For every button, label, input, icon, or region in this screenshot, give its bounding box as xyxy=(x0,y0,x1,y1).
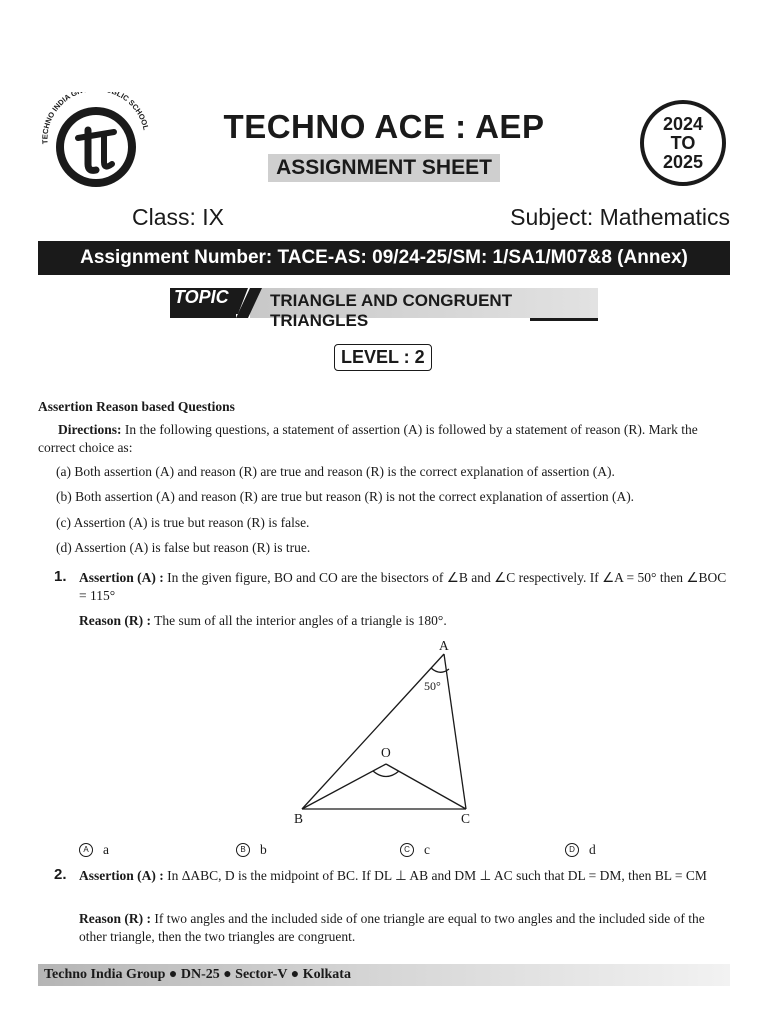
level-badge: LEVEL : 2 xyxy=(334,344,432,371)
question-1-number: 1. xyxy=(54,568,67,585)
assertion-text: In the given figure, BO and CO are the bisectors of ∠B and ∠C respectively. If ∠A = 50° then ∠BOC = 115° xyxy=(79,570,727,603)
assertion-text: In ΔABC, D is the midpoint of BC. If DL ⊥ AB and DM ⊥ AC such that DL = DM, then BL = CM xyxy=(163,868,707,883)
vertex-c-label: C xyxy=(461,811,471,826)
logo-ring-text: TECHNO INDIA G LIC SCHOOL xyxy=(40,92,151,145)
choice-d[interactable] xyxy=(565,842,596,858)
choice-d-text: d xyxy=(589,842,596,857)
assertion-label: Assertion (A) : xyxy=(79,868,164,883)
point-o-label: O xyxy=(381,745,391,760)
choice-b[interactable] xyxy=(236,842,267,858)
angle-a-label: 50° xyxy=(424,679,441,693)
assertion-label: Assertion (A) : xyxy=(79,570,164,585)
assignment-number-bar: Assignment Number: TACE-AS: 09/24-25/SM: 1/SA1/M07&8 (Annex) xyxy=(38,241,730,275)
question-1-assertion xyxy=(79,569,731,605)
directions-text: In the following questions, a statement of assertion (A) is followed by a statement of reason (R). Mark the correct choice as: xyxy=(38,422,698,455)
topic-banner xyxy=(170,286,600,330)
question-1-reason xyxy=(79,612,731,630)
page-footer xyxy=(38,964,730,986)
year-to: TO xyxy=(670,132,696,153)
side-ab xyxy=(302,654,444,809)
subject-label: Subject: Mathematics xyxy=(510,204,730,230)
angle-o-arc xyxy=(373,771,399,777)
reason-label: Reason (R) : xyxy=(79,911,151,926)
option-b: (b) Both assertion (A) and reason (R) are true but reason (R) is not the correct explanation of assertion (A). xyxy=(56,489,635,504)
class-label: Class: IX xyxy=(132,204,225,230)
topic-tag: TOPIC xyxy=(174,287,229,307)
reason-text: If two angles and the included side of one triangle are equal to two angles and the included side of the other triangle, then the two triangles are congruent. xyxy=(79,911,705,944)
year-start: 2024 xyxy=(662,113,704,134)
reason-text: The sum of all the interior angles of a triangle is 180°. xyxy=(151,613,447,628)
side-ac xyxy=(444,654,466,809)
choice-b-text: b xyxy=(260,842,267,857)
choice-a-text: a xyxy=(103,842,109,857)
triangle-figure xyxy=(280,636,490,832)
directions-label: Directions: xyxy=(58,422,122,437)
page-title: TECHNO ACE : AEP xyxy=(223,108,545,145)
question-2-assertion xyxy=(79,867,731,885)
choice-a-bubble[interactable]: A xyxy=(79,843,93,857)
section-heading: Assertion Reason based Questions xyxy=(38,399,235,414)
choice-b-bubble[interactable]: B xyxy=(236,843,250,857)
year-end: 2025 xyxy=(662,151,704,172)
bisector-co xyxy=(386,764,466,809)
vertex-a-label: A xyxy=(439,638,449,653)
question-2-number: 2. xyxy=(54,866,67,883)
choice-d-bubble[interactable]: D xyxy=(565,843,579,857)
choice-c[interactable] xyxy=(400,842,430,858)
choice-c-text: c xyxy=(424,842,430,857)
year-badge xyxy=(640,100,726,186)
question-2-reason xyxy=(79,910,731,946)
option-a: (a) Both assertion (A) and reason (R) are true and reason (R) is the correct explanation of assertion (A). xyxy=(56,464,615,479)
option-d: (d) Assertion (A) is false but reason (R) is true. xyxy=(56,540,311,555)
choice-a[interactable] xyxy=(79,842,109,858)
option-c: (c) Assertion (A) is true but reason (R) is false. xyxy=(56,515,310,530)
topic-name: TRIANGLE AND CONGRUENT TRIANGLES xyxy=(270,291,513,330)
directions-paragraph xyxy=(38,421,732,457)
footer-text: Techno India Group ● DN-25 ● Sector-V ● Kolkata xyxy=(44,967,351,982)
choice-c-bubble[interactable]: C xyxy=(400,843,414,857)
reason-label: Reason (R) : xyxy=(79,613,151,628)
page-subtitle: ASSIGNMENT SHEET xyxy=(268,154,500,182)
vertex-b-label: B xyxy=(294,811,304,826)
